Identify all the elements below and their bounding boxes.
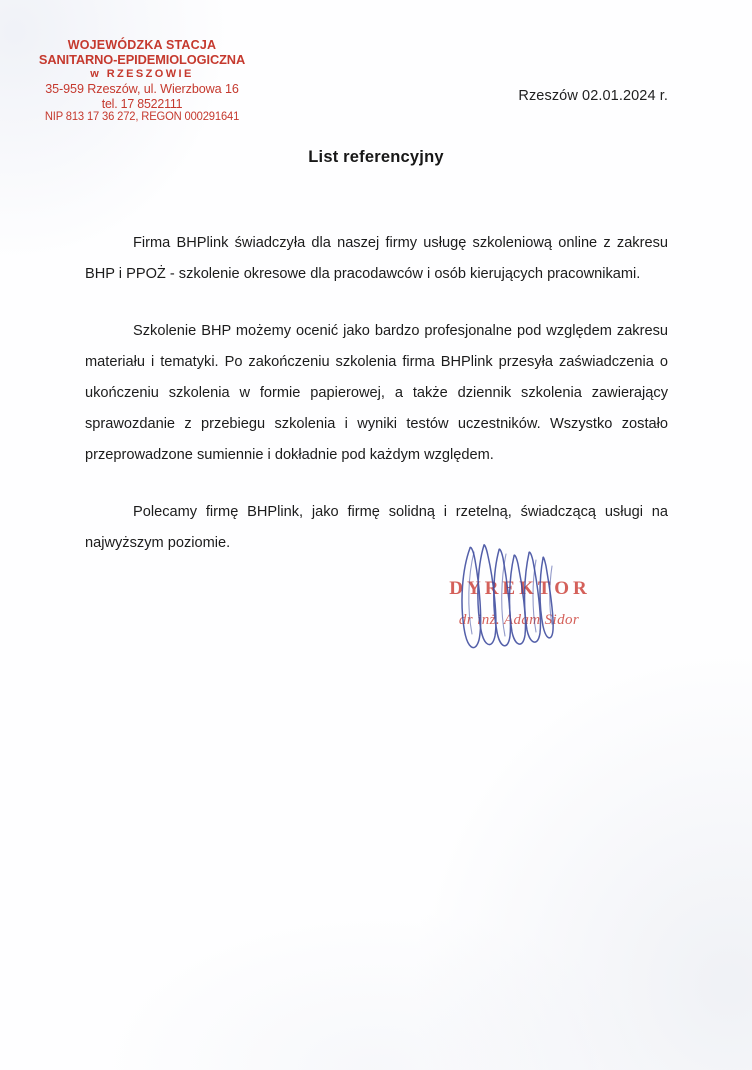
paragraph-3: Polecamy firmę BHPlink, jako firmę solidną i rzetelną, świadczącą usługi na najwyższym poziomie. [85,504,668,551]
paragraph-2: Szkolenie BHP możemy ocenić jako bardzo profesjonalne pod względem zakresu materiału i tematyki. Po zakończeniu szkolenia firma BHPlink przesyła zaświadczenia o ukończeniu szkolenia w formie papierowej, a także dziennik szkolenia zawierający sprawozdanie z przebiegu szkolenia i wyniki testów uczestników. Wszystko zostało przeprowadzone sumiennie i dokładnie pod każdym względem. [85,323,668,463]
office-stamp-line-1: WOJEWÓDZKA STACJA [67,37,217,53]
office-stamp-line-4: 35-959 Rzeszów, ul. Wierzbowa 16 [45,81,239,97]
letter-body [85,228,668,559]
signature-role-stamp: DYREKTOR [449,578,591,599]
signature-block [418,540,638,670]
office-stamp-line-3: w RZESZOWIE [90,68,194,81]
office-stamp [33,38,251,124]
office-stamp-line-2: SANITARNO-EPIDEMIOLOGICZNA [38,51,246,67]
paragraph-1: Firma BHPlink świadczyła dla naszej firmy usługę szkoleniową online z zakresu BHP i PPOŻ - szkolenie okresowe dla pracodawców i osób kierujących pracownikami. [85,235,668,282]
office-stamp-line-5: tel. 17 8522111 [101,96,183,111]
document-title: List referencyjny [308,148,444,166]
office-stamp-line-6: NIP 813 17 36 272, REGON 000291641 [44,110,240,124]
place-and-date: Rzeszów 02.01.2024 r. [518,88,668,104]
signature-name-stamp: dr inż. Adam Sidor [458,612,580,628]
